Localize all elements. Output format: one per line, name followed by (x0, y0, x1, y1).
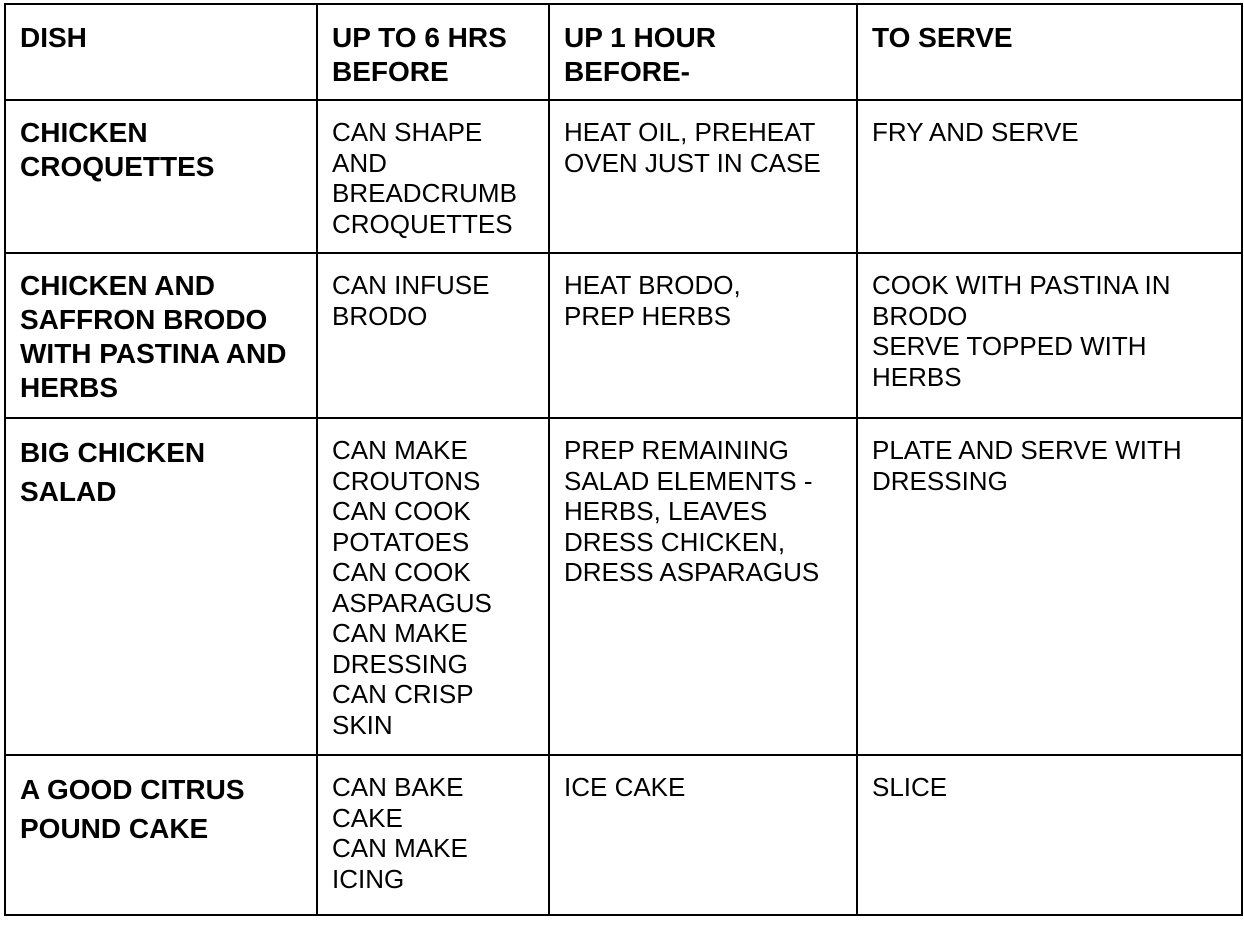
header-up-1-hour-line: BEFORE- (564, 56, 690, 87)
task-line: OVEN JUST IN CASE (564, 147, 821, 178)
task-line: AND (332, 147, 387, 178)
task-line: PLATE AND SERVE WITH (872, 435, 1182, 465)
header-up-1-hour-line: UP 1 HOUR (564, 22, 716, 53)
dish-name-line: BIG CHICKEN (20, 437, 206, 468)
task-line: SLICE (872, 772, 948, 802)
task-line: FRY AND SERVE (872, 117, 1079, 147)
to-serve-cell (857, 418, 1242, 755)
task-line: SKIN (332, 709, 393, 740)
task-line: BRODO (332, 300, 428, 331)
up-1-hour-cell (549, 418, 857, 755)
to-serve-cell (857, 100, 1242, 253)
task-line: SERVE TOPPED WITH (872, 331, 1147, 361)
task-line: ICE CAKE (564, 772, 686, 802)
dish-name-line: CHICKEN AND (20, 270, 215, 301)
task-line: CAKE (332, 802, 403, 833)
to-serve-cell (857, 755, 1242, 915)
task-line: HEAT BRODO, (564, 270, 741, 300)
task-line: CAN BAKE (332, 772, 464, 802)
task-line: CROUTONS (332, 465, 481, 496)
header-up-to-6-hrs-line: BEFORE (332, 56, 449, 87)
task-line: CROQUETTES (332, 208, 513, 239)
task-line: DRESSING (332, 648, 468, 679)
prep-schedule-table (4, 3, 1243, 916)
task-line: COOK WITH PASTINA IN (872, 270, 1171, 300)
task-line: DRESS CHICKEN, (564, 526, 786, 557)
up-to-6-hrs-cell (317, 418, 549, 755)
dish-name-line: CHICKEN (20, 117, 148, 148)
task-line: CAN INFUSE (332, 270, 490, 300)
dish-name-line: CROQUETTES (20, 151, 215, 182)
table-row (5, 755, 1242, 915)
dish-name-line: A GOOD CITRUS (20, 774, 245, 805)
table-header-row (5, 4, 1242, 100)
task-line: HERBS (872, 361, 962, 392)
task-line: CAN MAKE (332, 833, 468, 863)
dish-cell (5, 418, 317, 755)
table-row (5, 100, 1242, 253)
up-to-6-hrs-cell (317, 100, 549, 253)
header-up-to-6-hrs (317, 4, 549, 100)
task-line: ICING (332, 863, 405, 894)
dish-cell (5, 253, 317, 418)
dish-cell (5, 100, 317, 253)
task-line: DRESS ASPARAGUS (564, 557, 820, 587)
task-line: PREP REMAINING (564, 435, 789, 465)
task-line: POTATOES (332, 526, 470, 557)
to-serve-cell (857, 253, 1242, 418)
header-to-serve (857, 4, 1242, 100)
task-line: PREP HERBS (564, 300, 732, 331)
task-line: SALAD ELEMENTS - (564, 465, 813, 496)
dish-name-line: WITH PASTINA AND (20, 338, 287, 369)
up-to-6-hrs-cell (317, 755, 549, 915)
header-up-1-hour (549, 4, 857, 100)
up-to-6-hrs-cell (317, 253, 549, 418)
header-dish-text: DISH (20, 22, 87, 53)
task-line: CAN SHAPE (332, 117, 483, 147)
task-line: CAN COOK (332, 496, 471, 526)
task-line: BREADCRUMB (332, 178, 517, 208)
dish-name-line: SALAD (20, 476, 117, 507)
task-line: CAN MAKE (332, 618, 468, 648)
dish-name-line: SAFFRON BRODO (20, 304, 268, 335)
task-line: HEAT OIL, PREHEAT (564, 117, 816, 147)
task-line: BRODO (872, 300, 968, 331)
dish-name-line: POUND CAKE (20, 813, 209, 844)
header-dish (5, 4, 317, 100)
table-row (5, 418, 1242, 755)
up-1-hour-cell (549, 253, 857, 418)
up-1-hour-cell (549, 100, 857, 253)
task-line: ASPARAGUS (332, 587, 492, 618)
table-row (5, 253, 1242, 418)
header-up-to-6-hrs-line: UP TO 6 HRS (332, 22, 507, 53)
task-line: CAN MAKE (332, 435, 468, 465)
header-to-serve-text: TO SERVE (872, 22, 1013, 53)
task-line: CAN CRISP (332, 679, 474, 709)
dish-cell (5, 755, 317, 915)
dish-name-line: HERBS (20, 372, 119, 403)
task-line: CAN COOK (332, 557, 471, 587)
up-1-hour-cell (549, 755, 857, 915)
task-line: HERBS, LEAVES (564, 496, 768, 526)
task-line: DRESSING (872, 465, 1008, 496)
